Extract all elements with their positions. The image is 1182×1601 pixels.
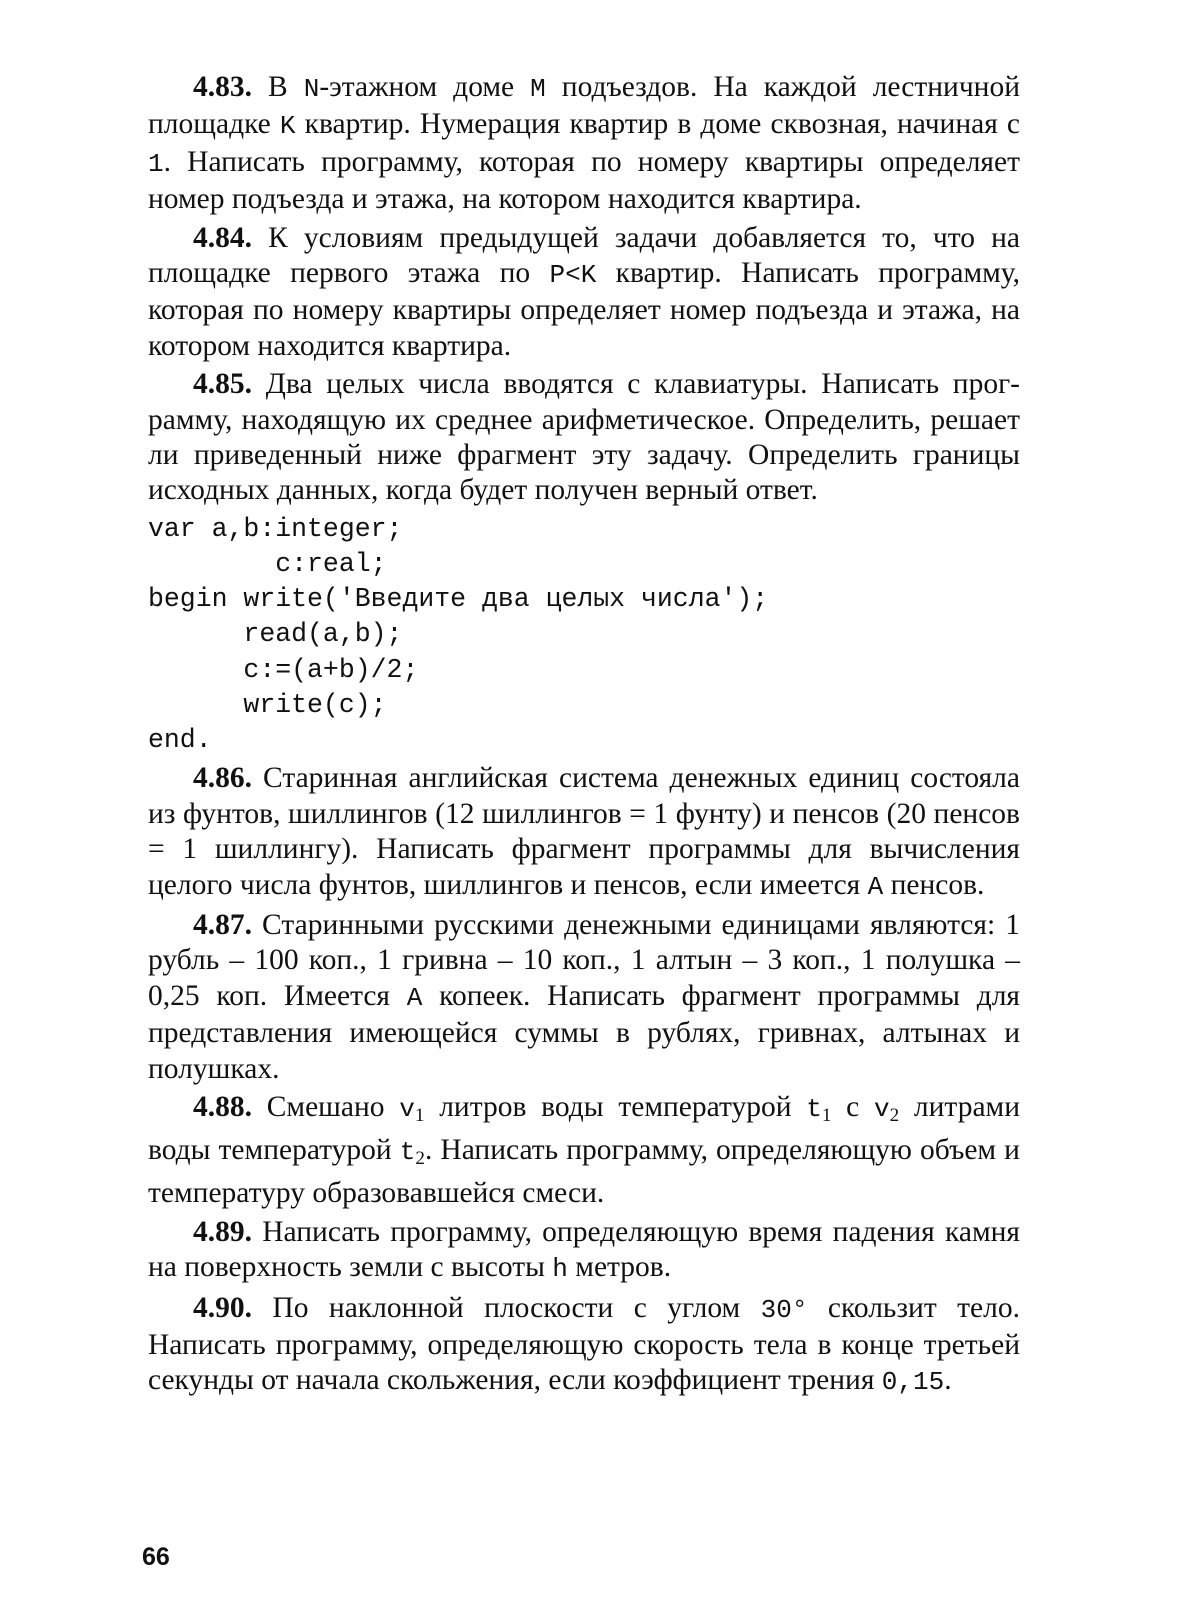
text: скользит тело. Написать программу, определяющую скорость тела в конце третьей секунды от начала скольжения, если коэффициент трения (148, 1291, 1020, 1397)
code-inline: N (303, 74, 320, 104)
code-inline: A (406, 982, 423, 1013)
text: подъездов. На каждой лестничной площадке (148, 71, 1020, 141)
variable-v: v (874, 1093, 890, 1124)
text: . (944, 1364, 952, 1397)
text: Смешано (252, 1090, 400, 1123)
code-inline: h (552, 1254, 568, 1285)
text: По наклонной плоскости с углом (252, 1291, 761, 1324)
problem-number: 4.86. (193, 762, 252, 795)
variable-t: t (399, 1137, 416, 1168)
text: литров воды температурой (424, 1090, 807, 1123)
text: . Написать программу, которая по номеру квартиры определяет номер подъезда и этажа, на котором находится квартира. (148, 145, 1020, 216)
code-inline: A (867, 871, 884, 902)
page-number: 66 (142, 1543, 170, 1571)
code-inline: 1 (148, 148, 164, 179)
subscript: 1 (414, 1104, 425, 1126)
problem-number: 4.83. (193, 71, 252, 103)
code-listing: var a,b:integer; c:real; begin write('Введите два целых числа'); read(a,b); c:=(a+b)/2; write(c); end. (148, 513, 769, 756)
problem-4-86 (148, 761, 1020, 905)
text: копеек. Написать фрагмент программы для представления имеющейся суммы в рублях, гривнах, алтынах и полушках. (148, 979, 1020, 1085)
code-inline: K (279, 111, 296, 142)
code-inline: P<K (549, 260, 597, 291)
text: -этажном доме (319, 71, 531, 103)
subscript: 2 (889, 1104, 900, 1126)
text: Два целых числа вводятся с клавиатуры. Написать программу, находящую их среднее арифметическое. Определить, решает ли приведенный ниже фрагмент эту задачу. Определить границы исходных данных, когда будет получен верный ответ. (148, 368, 1020, 507)
text: метров. (567, 1251, 672, 1284)
problem-4-83 (148, 70, 1020, 218)
book-page (148, 70, 1020, 1404)
problem-4-84 (148, 221, 1020, 365)
code-inline: 30° (760, 1294, 808, 1325)
problem-number: 4.87. (193, 908, 252, 941)
subscript: 1 (821, 1104, 832, 1126)
text: пенсов. (883, 868, 985, 901)
problem-number: 4.85. (193, 368, 252, 401)
problem-4-85 (148, 367, 1020, 509)
variable-v: v (399, 1093, 415, 1124)
text: . Написать программу, определяющую объем и температуру образовавшейся смеси. (148, 1134, 1020, 1210)
problem-number: 4.89. (193, 1215, 252, 1248)
problem-4-88 (148, 1090, 1020, 1212)
problem-number: 4.90. (193, 1291, 252, 1324)
text: с (831, 1090, 874, 1123)
variable-t: t (806, 1093, 822, 1124)
code-inline: M (530, 74, 546, 104)
problem-4-90 (148, 1291, 1020, 1401)
problem-number: 4.84. (193, 221, 252, 254)
text: К условиям предыдущей задачи добавляется то, что на площадке первого этажа по (148, 221, 1020, 290)
subscript: 2 (415, 1147, 425, 1169)
text: квартир. Нумерация квартир в доме сквозная, начиная с (295, 108, 1020, 141)
text: квартир. Написать программу, которая по номеру квартиры определяет номер подъезда и этажа, на котором находится квартира. (148, 257, 1020, 362)
problem-4-89 (148, 1215, 1020, 1288)
problem-number: 4.88. (193, 1090, 252, 1123)
text: Старинными русскими денежными единицами являются: 1 рубль – 100 коп., 1 гривна – 10 коп., 1 алтын – 3 коп., 1 полушка – 0,25 коп. Имеется (148, 908, 1020, 1012)
code-inline: 0,15 (881, 1367, 945, 1398)
text: В (252, 71, 304, 103)
text: литрами воды температурой (148, 1090, 1020, 1167)
problem-4-87 (148, 908, 1020, 1087)
text: Старинная английская система денежных единиц состояла из фунтов, шиллингов (12 шиллингов = 1 фунту) и пенсов (20 пенсов = 1 шиллингу). Написать фрагмент программы для вычисления целого числа фунтов, шиллингов и пенсов, если имеется (148, 762, 1020, 901)
text: Написать программу, определяющую время падения камня на поверхность земли с высоты (148, 1215, 1020, 1284)
